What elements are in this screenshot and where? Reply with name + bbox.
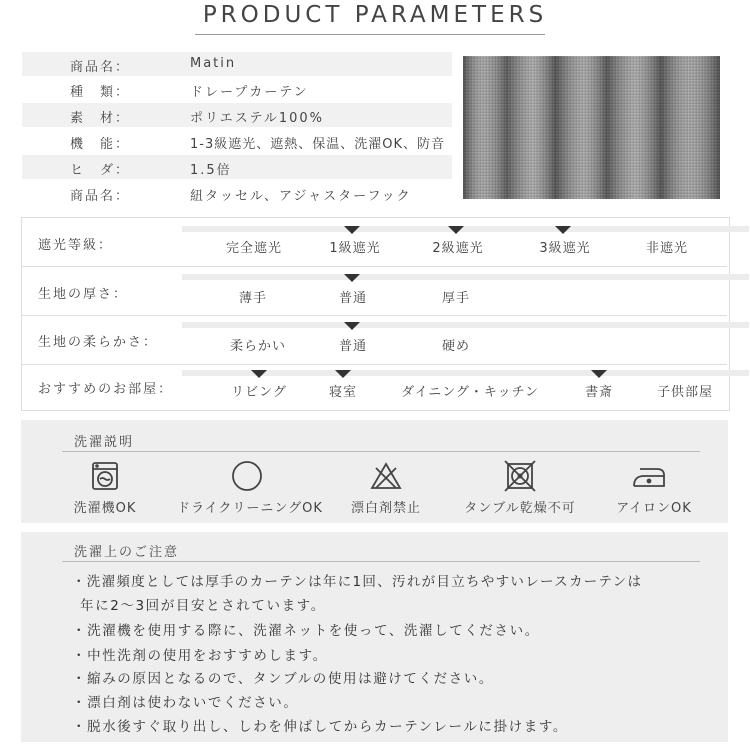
scale-label: 生地の厚さ： bbox=[38, 287, 129, 302]
scale-label: 生地の柔らかさ： bbox=[38, 335, 159, 350]
scale-band bbox=[182, 274, 749, 280]
fabric-photo bbox=[463, 56, 720, 199]
note-line: ・縮みの原因となるので、タンブルの使用は避けてください。 bbox=[72, 671, 494, 687]
spec-value: 1-3級遮光、遮熱、保温、洗濯OK、防音 bbox=[190, 137, 445, 152]
washing-section-title: 洗濯説明 bbox=[74, 435, 135, 450]
spec-label: ヒ ダ： bbox=[70, 163, 131, 178]
spec-value: 紐タッセル、アジャスターフック bbox=[190, 189, 412, 204]
scale-option: 厚手 bbox=[441, 291, 471, 306]
scale-label: 遮光等級： bbox=[38, 238, 114, 253]
washing-machine-icon bbox=[89, 460, 121, 492]
scale-marker bbox=[335, 370, 351, 378]
note-line: ・中性洗剤の使用をおすすめします。 bbox=[72, 648, 328, 664]
scale-label: おすすめのお部屋： bbox=[38, 382, 174, 397]
scale-marker bbox=[448, 226, 464, 234]
scale-band bbox=[182, 370, 749, 376]
section-underline bbox=[62, 451, 700, 452]
spec-label: 商品名： bbox=[70, 189, 131, 204]
note-line: ・漂白剤は使わないでください。 bbox=[72, 695, 299, 711]
notes-section-title: 洗濯上のご注意 bbox=[74, 545, 180, 560]
spec-value: ドレープカーテン bbox=[190, 85, 309, 100]
spec-row bbox=[22, 155, 452, 179]
scale-option: 非遮光 bbox=[645, 241, 689, 256]
scale-option: 薄手 bbox=[238, 291, 268, 306]
scale-row-softness bbox=[22, 316, 727, 364]
scale-option: 柔らかい bbox=[229, 339, 287, 354]
spec-label: 素 材： bbox=[70, 111, 131, 126]
spec-row bbox=[22, 103, 452, 127]
spec-value: ポリエステル100% bbox=[190, 111, 324, 126]
spec-row bbox=[22, 129, 452, 153]
dry-clean-circle-icon bbox=[231, 460, 263, 492]
spec-row bbox=[22, 52, 452, 76]
spec-row bbox=[22, 77, 452, 101]
spec-row bbox=[22, 181, 452, 205]
washing-label: ドライクリーニングOK bbox=[177, 501, 323, 516]
scale-marker bbox=[591, 370, 607, 378]
spec-value: 1.5倍 bbox=[190, 163, 232, 178]
section-underline bbox=[62, 561, 700, 562]
washing-label: 洗濯機OK bbox=[73, 501, 137, 516]
note-line: ・脱水後すぐ取り出し、しわを伸ばしてからカーテンレールに掛けます。 bbox=[72, 719, 568, 735]
no-bleach-icon bbox=[370, 460, 402, 492]
scale-option: 子供部屋 bbox=[656, 385, 714, 400]
note-line: ・洗濯機を使用する際に、洗濯ネットを使って、洗濯してください。 bbox=[72, 623, 540, 639]
scale-option: 普通 bbox=[338, 339, 368, 354]
note-line: 年に2～3回が目安とされています。 bbox=[80, 598, 326, 614]
spec-label: 商品名： bbox=[70, 60, 131, 75]
scale-row-thickness bbox=[22, 267, 727, 315]
iron-icon bbox=[628, 460, 668, 492]
scale-band bbox=[182, 226, 749, 232]
spec-label: 種 類： bbox=[70, 85, 131, 100]
scale-option: 普通 bbox=[338, 291, 368, 306]
scale-band bbox=[182, 322, 749, 328]
scale-option: リビング bbox=[231, 385, 287, 400]
title-underline bbox=[195, 34, 545, 35]
page-title: PRODUCT PARAMETERS bbox=[202, 2, 548, 28]
scale-option: 3級遮光 bbox=[539, 241, 591, 256]
no-tumble-dry-icon bbox=[504, 460, 536, 492]
scale-option: 寝室 bbox=[328, 385, 358, 400]
scale-option: 完全遮光 bbox=[225, 241, 283, 256]
scale-marker bbox=[555, 226, 571, 234]
scale-row-light-blocking bbox=[22, 218, 727, 266]
washing-label: 漂白剤禁止 bbox=[350, 501, 422, 516]
note-line: ・洗濯頻度としては厚手のカーテンは年に1回、汚れが目立ちやすいレースカーテンは bbox=[72, 574, 643, 590]
scale-marker bbox=[344, 274, 360, 282]
scale-option: 書斎 bbox=[584, 385, 614, 400]
scale-option: ダイニング・キッチン bbox=[400, 385, 540, 400]
scale-row-recommended-room bbox=[22, 365, 727, 409]
scale-option: 硬め bbox=[441, 339, 471, 354]
washing-label: タンブル乾燥不可 bbox=[464, 501, 576, 516]
scale-option: 1級遮光 bbox=[329, 241, 381, 256]
spec-value: Matin bbox=[190, 56, 237, 71]
scale-marker bbox=[251, 370, 267, 378]
washing-label: アイロンOK bbox=[616, 501, 692, 516]
scale-marker bbox=[344, 226, 360, 234]
scale-option: 2級遮光 bbox=[432, 241, 484, 256]
spec-label: 機 能： bbox=[70, 137, 131, 152]
scale-marker bbox=[344, 322, 360, 330]
